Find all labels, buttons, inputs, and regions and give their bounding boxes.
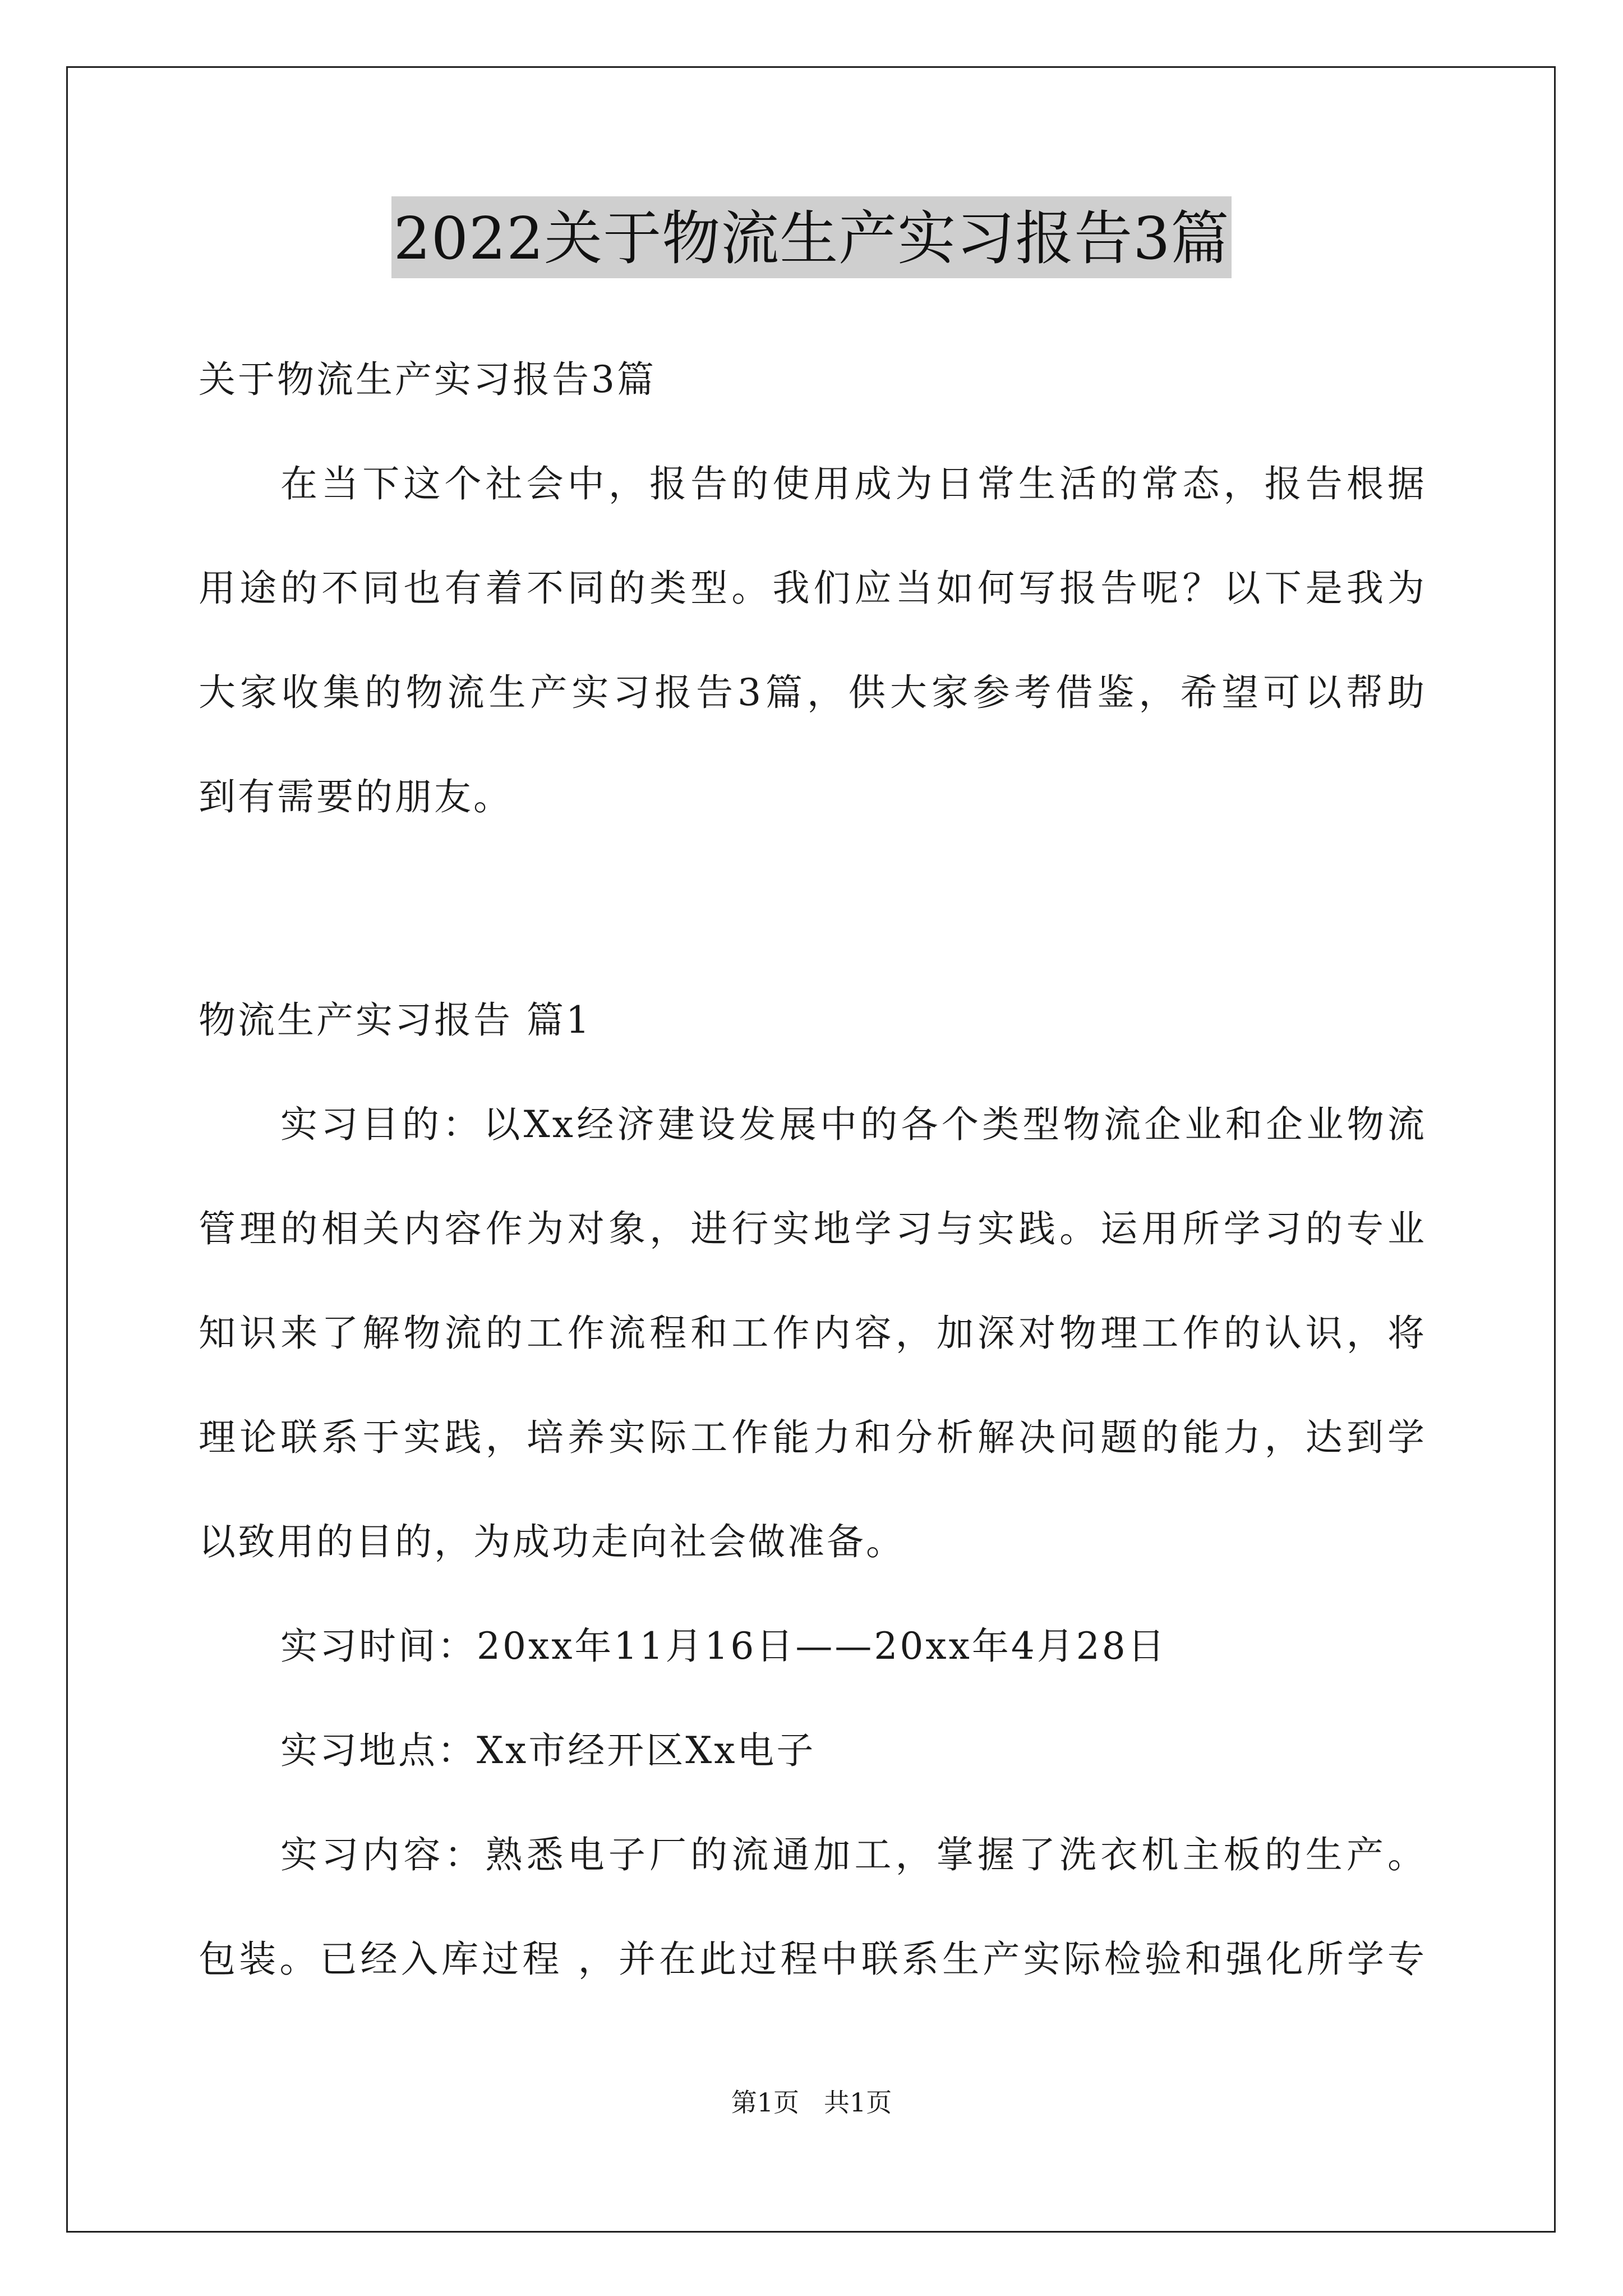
document-title: 2022关于物流生产实习报告3篇 [391, 196, 1232, 278]
place-line: 实习地点：Xx市经开区Xx电子 [280, 1729, 816, 1772]
section-heading: 物流生产实习报告 篇1 [199, 999, 592, 1042]
intro-line-2: 用途的不同也有着不同的类型。我们应当如何写报告呢？以下是我为 [199, 567, 1427, 610]
page-total: 共1页 [824, 2087, 892, 2118]
purpose-line-3: 知识来了解物流的工作流程和工作内容，加深对物理工作的认识，将 [199, 1312, 1427, 1355]
title-container [0, 196, 1623, 278]
intro-line-1: 在当下这个社会中，报告的使用成为日常生活的常态，报告根据 [280, 462, 1427, 505]
document-subtitle: 关于物流生产实习报告3篇 [199, 358, 656, 401]
purpose-line-2: 管理的相关内容作为对象，进行实地学习与实践。运用所学习的专业 [199, 1207, 1427, 1250]
purpose-line-4: 理论联系于实践，培养实际工作能力和分析解决问题的能力，达到学 [199, 1416, 1427, 1459]
content-line-1: 实习内容：熟悉电子厂的流通加工，掌握了洗衣机主板的生产。 [280, 1833, 1427, 1876]
page-number: 第1页 [731, 2087, 799, 2118]
intro-line-3: 大家收集的物流生产实习报告3篇，供大家参考借鉴，希望可以帮助 [199, 671, 1427, 714]
page-footer [0, 2086, 1623, 2119]
purpose-line-1: 实习目的：以Xx经济建设发展中的各个类型物流企业和企业物流 [280, 1103, 1427, 1146]
purpose-line-5: 以致用的目的，为成功走向社会做准备。 [199, 1520, 905, 1563]
content-line-2: 包装。已经入库过程 ，并在此过程中联系生产实际检验和强化所学专 [199, 1938, 1427, 1981]
intro-line-4: 到有需要的朋友。 [199, 775, 513, 818]
time-line: 实习时间：20xx年11月16日——20xx年4月28日 [280, 1625, 1167, 1668]
